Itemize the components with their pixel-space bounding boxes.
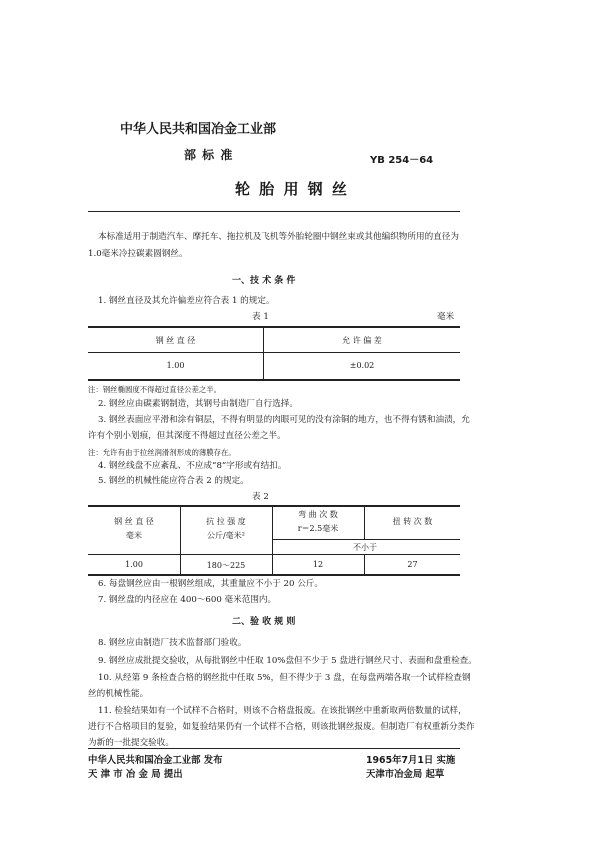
table2-header-diameter: 钢 丝 直 径 xyxy=(114,517,154,526)
table1-cell-tolerance: ±0.02 xyxy=(349,361,375,370)
section2-item-10-line-2: 丝的机械性能。 xyxy=(88,689,149,699)
section1-title: 一、技 术 条 件 xyxy=(232,276,296,286)
table2-caption: 表 2 xyxy=(252,492,269,502)
table2-header-tensile-unit: 公斤/毫米² xyxy=(207,531,245,540)
table1-caption: 表 1 xyxy=(252,312,269,322)
section2-item-10-line-1: 10. 从经第 9 条检查合格的钢丝批中任取 5%，但不得少于 3 盘，在每盘两端各取一个试样检查钢 xyxy=(98,673,471,683)
footer-drafter: 天津市冶金局 起草 xyxy=(366,769,445,780)
section1-item-2: 2. 钢丝应由碳素钢制造，其钢号由制造厂自行选择。 xyxy=(98,399,298,409)
table1-cell-diameter: 1.00 xyxy=(166,361,185,370)
table1-header-tolerance: 允 许 偏 差 xyxy=(342,336,382,345)
section2-item-11-line-2: 进行不合格项目的复验，如复验结果仍有一个试样不合格，则该批钢丝报废。但制造厂有权重新分类作 xyxy=(88,722,475,732)
standard-type: 部 标 准 xyxy=(184,148,234,162)
section1-item-1: 1. 钢丝直径及其允许偏差应符合表 1 的规定。 xyxy=(98,296,275,306)
section1-item-3-line-1: 3. 钢丝表面应平滑和涂有铜层，不得有明显的肉眼可见的没有涂铜的地方，也不得有锈和油渍，允 xyxy=(98,415,470,425)
section1-item-3-line-2: 许有个别小划痕，但其深度不得超过直径公差之半。 xyxy=(88,431,286,441)
section1-item-5: 5. 钢丝的机械性能应符合表 2 的规定。 xyxy=(98,476,249,486)
section2-item-11-line-1: 11. 检验结果如有一个试样不合格时，则该不合格盘报废。在该批钢丝中重新取两倍数量的试样， xyxy=(98,706,467,716)
table2-cell-diameter: 1.00 xyxy=(125,560,143,569)
table2-header-minimum: 不小于 xyxy=(353,543,377,552)
note-1: 注：钢丝椭圆度不得超过直径公差之半。 xyxy=(88,385,222,394)
table2-header-tensile: 抗 拉 强 度 xyxy=(206,517,246,526)
footer-date: 1965年7月1日 实施 xyxy=(366,755,456,766)
section1-item-7: 7. 钢丝盘的内径应在 400～600 毫米范围内。 xyxy=(98,595,277,605)
note-2: 注：允许有由于拉丝润滑剂形成的薄膜存在。 xyxy=(88,448,236,457)
section2-item-11-line-3: 为新的一批提交验收。 xyxy=(88,738,174,748)
standard-code: YB 254－64 xyxy=(370,155,434,166)
table2-header-torsion: 扭 转 次 数 xyxy=(392,517,433,526)
table2-cell-torsion: 27 xyxy=(407,560,418,569)
section2-item-8: 8. 钢丝应由制造厂技术监督部门验收。 xyxy=(98,638,247,648)
section1-item-4: 4. 钢丝线盘不应紊乱、不应成“8”字形或有结扣。 xyxy=(98,461,287,471)
ministry-title: 中华人民共和国冶金工业部 xyxy=(120,122,277,137)
section2-title: 二、验 收 规 则 xyxy=(232,617,296,627)
table1-header-diameter: 钢 丝 直 径 xyxy=(155,336,196,345)
document-title: 轮 胎 用 钢 丝 xyxy=(235,180,349,198)
section1-item-6: 6. 每盘钢丝应由一根钢丝组成，其重量应不小于 20 公斤。 xyxy=(98,579,323,589)
header-rule xyxy=(88,211,460,212)
table2-header-diameter-unit: 毫米 xyxy=(126,531,142,540)
table2-cell-tensile: 180～225 xyxy=(206,561,246,570)
intro-line-2: 1.0毫米冷拉碳素圆钢丝。 xyxy=(88,249,188,259)
table2-header-bend: 弯 曲 次 数 xyxy=(298,510,338,519)
table2-cell-bend: 12 xyxy=(312,560,324,569)
intro-line-1: 本标准适用于制造汽车、摩托车、拖拉机及飞机等外胎轮圈中钢丝束或其他编织物所用的直径为 xyxy=(98,232,459,242)
footer-publisher: 中华人民共和国冶金工业部 发布 xyxy=(88,755,223,766)
table1-unit: 毫米 xyxy=(437,312,455,322)
footer-rule xyxy=(88,748,460,749)
footer-proposer: 天 津 市 冶 金 局 提出 xyxy=(88,769,183,780)
section2-item-9: 9. 钢丝应成批提交验收，从每批钢丝中任取 10%盘但不少于 5 盘进行钢丝尺寸、表面和盘重检查。 xyxy=(98,656,477,666)
table2-header-bend-radius: r＝2.5毫米 xyxy=(297,524,339,533)
